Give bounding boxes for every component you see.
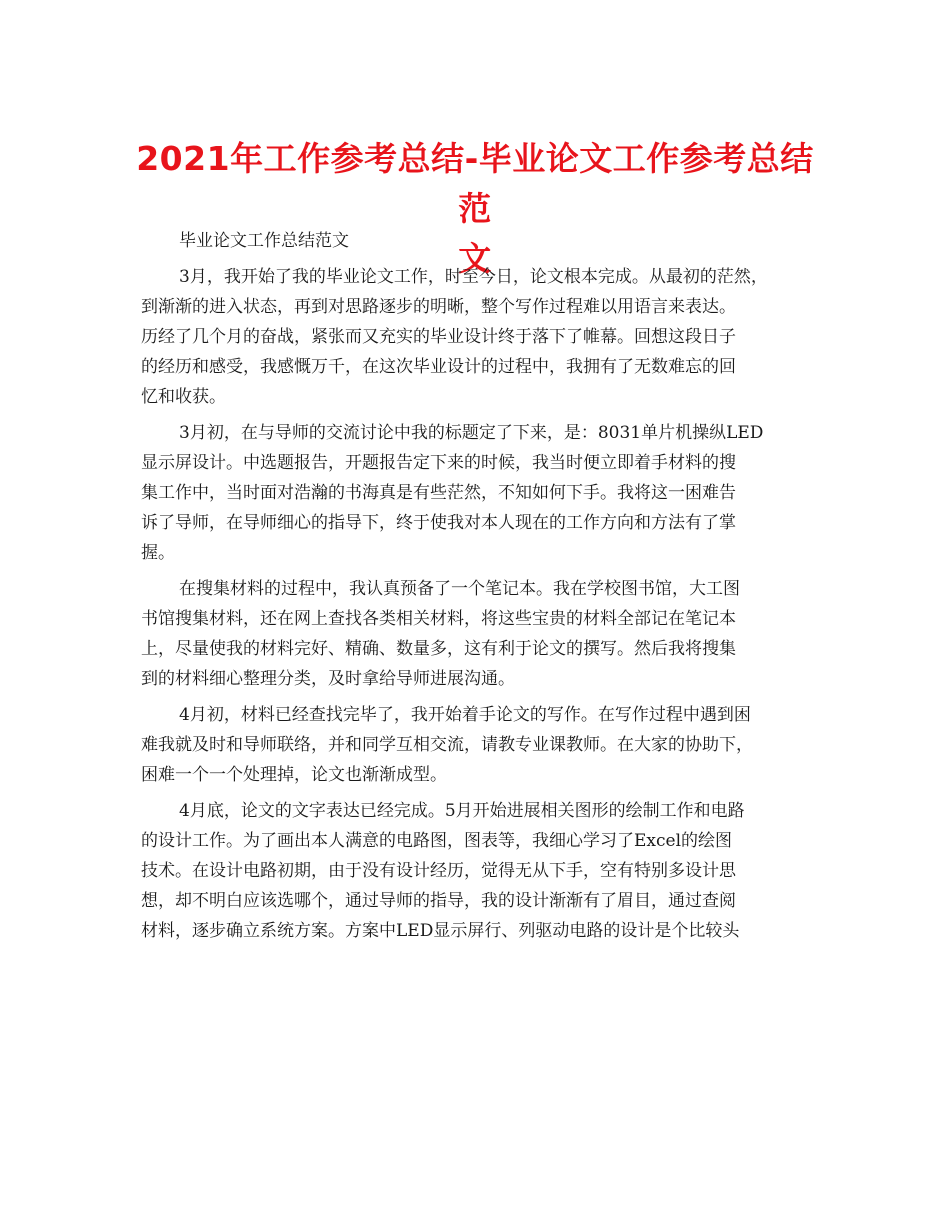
document-body xyxy=(141,226,821,946)
paragraph-line: 到渐渐的进入状态，再到对思路逐步的明晰，整个写作过程难以用语言来表达。 xyxy=(141,297,736,317)
paragraph-line: 的设计工作。为了画出本人满意的电路图，图表等，我细心学习了Excel的绘图 xyxy=(141,831,733,851)
paragraph-line: 4月底，论文的文字表达已经完成。5月开始进展相关图形的绘制工作和电路 xyxy=(179,801,745,821)
paragraph-line: 到的材料细心整理分类，及时拿给导师进展沟通。 xyxy=(141,669,515,689)
document-subtitle: 毕业论文工作总结范文 xyxy=(179,231,349,251)
paragraph xyxy=(141,262,821,412)
paragraph-line: 困难一个一个处理掉，论文也渐渐成型。 xyxy=(141,765,447,785)
paragraph xyxy=(141,700,821,790)
paragraph-line: 3月，我开始了我的毕业论文工作，时至今日，论文根本完成。从最初的茫然， xyxy=(179,267,768,287)
paragraph-line: 握。 xyxy=(141,543,175,563)
title-line-2: 文 xyxy=(458,239,492,278)
title-line-1: 2021年工作参考总结-毕业论文工作参考总结范 xyxy=(136,139,814,228)
paragraph-line: 材料，逐步确立系统方案。方案中LED显示屏行、列驱动电路的设计是个比较头 xyxy=(141,921,740,941)
paragraph xyxy=(141,796,821,946)
paragraph-line: 集工作中，当时面对浩瀚的书海真是有些茫然，不知如何下手。我将这一困难告 xyxy=(141,483,736,503)
paragraph-line: 4月初，材料已经查找完毕了，我开始着手论文的写作。在写作过程中遇到困 xyxy=(179,705,751,725)
paragraph-line: 书馆搜集材料，还在网上查找各类相关材料，将这些宝贵的材料全部记在笔记本 xyxy=(141,609,736,629)
paragraph-line: 难我就及时和导师联络，并和同学互相交流，请教专业课教师。在大家的协助下， xyxy=(141,735,753,755)
paragraph-line: 显示屏设计。中选题报告，开题报告定下来的时候，我当时便立即着手材料的搜 xyxy=(141,453,736,473)
paragraph-line: 上，尽量使我的材料完好、精确、数量多，这有利于论文的撰写。然后我将搜集 xyxy=(141,639,736,659)
paragraph-line: 3月初，在与导师的交流讨论中我的标题定了下来，是：8031单片机操纵LED xyxy=(179,423,764,443)
paragraph-line: 想，却不明白应该选哪个，通过导师的指导，我的设计渐渐有了眉目，通过查阅 xyxy=(141,891,736,911)
paragraph-line: 在搜集材料的过程中，我认真预备了一个笔记本。我在学校图书馆，大工图 xyxy=(179,579,740,599)
paragraph-line: 历经了几个月的奋战，紧张而又充实的毕业设计终于落下了帷幕。回想这段日子 xyxy=(141,327,736,347)
paragraph xyxy=(141,574,821,694)
paragraph-line: 的经历和感受，我感慨万千，在这次毕业设计的过程中，我拥有了无数难忘的回 xyxy=(141,357,736,377)
paragraph-line: 忆和收获。 xyxy=(141,387,226,407)
paragraph-line: 技术。在设计电路初期，由于没有设计经历，觉得无从下手，空有特别多设计思 xyxy=(141,861,736,881)
paragraph-line: 诉了导师，在导师细心的指导下，终于使我对本人现在的工作方向和方法有了掌 xyxy=(141,513,736,533)
paragraph xyxy=(141,418,821,568)
